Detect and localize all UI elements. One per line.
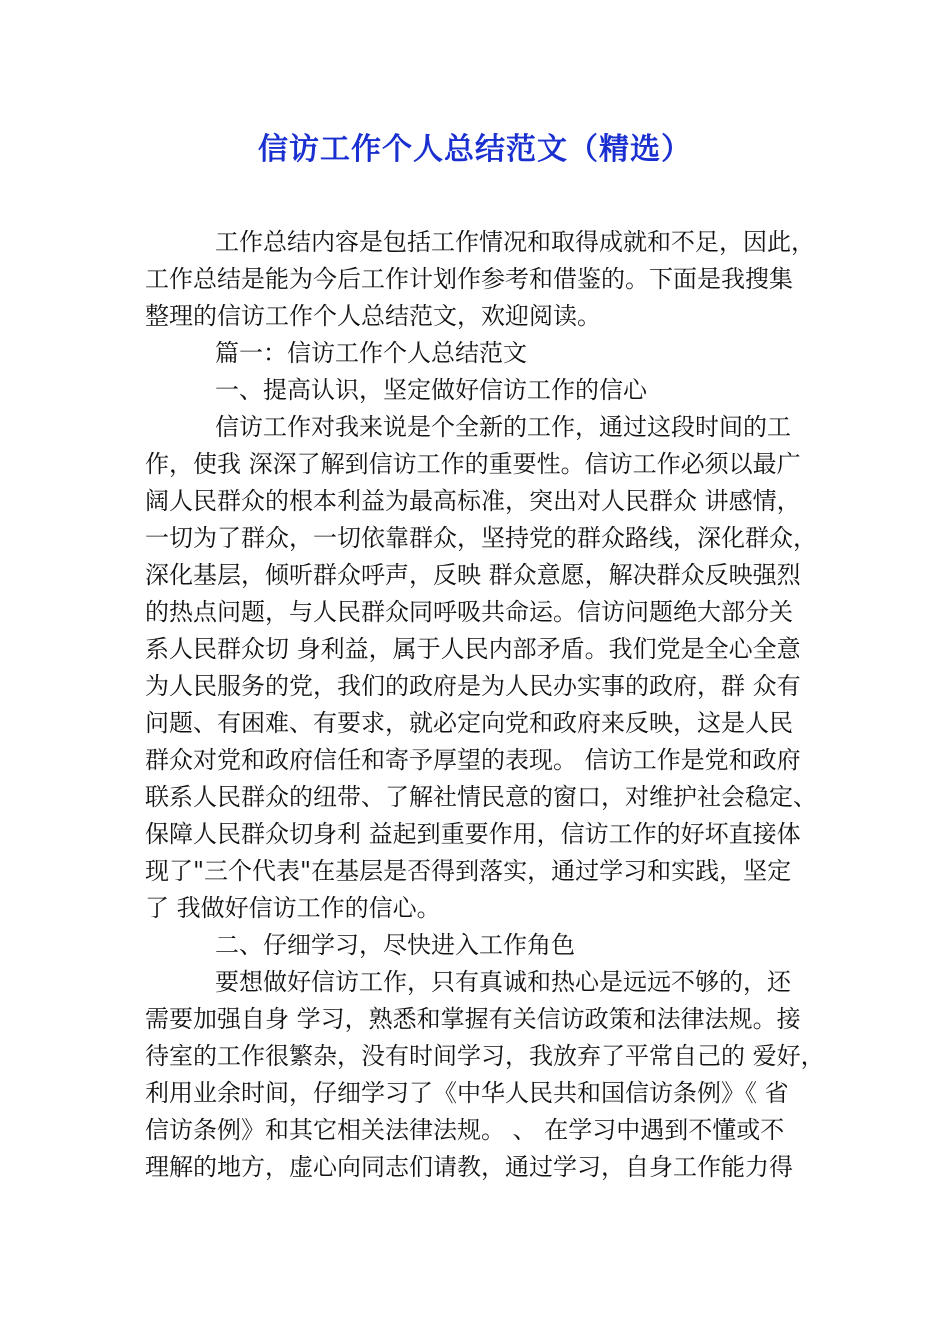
body-line: 信访工作对我来说是个全新的工作，通过这段时间的工 (215, 413, 791, 441)
body-line: 二、仔细学习，尽快进入工作角色 (215, 931, 575, 959)
body-line: 作，使我 深深了解到信访工作的重要性。信访工作必须以最广 (145, 450, 801, 478)
body-line: 保障人民群众切身利 益起到重要作用，信访工作的好坏直接体 (145, 820, 801, 848)
body-line: 待室的工作很繁杂，没有时间学习，我放弃了平常自己的 爱好， (145, 1042, 825, 1070)
body-line: 工作总结是能为今后工作计划作参考和借鉴的。下面是我搜集 (145, 265, 793, 293)
body-line: 的热点问题，与人民群众同呼吸共命运。信访问题绝大部分关 (145, 598, 793, 626)
body-line: 利用业余时间，仔细学习了《中华人民共和国信访条例》《 省 (145, 1079, 789, 1107)
body-line: 工作总结内容是包括工作情况和取得成就和不足，因此， (215, 228, 815, 256)
body-line: 群众对党和政府信任和寄予厚望的表现。 信访工作是党和政府 (145, 746, 801, 774)
body-line: 阔人民群众的根本利益为最高标准，突出对人民群众 讲感情， (145, 487, 801, 515)
body-line: 一切为了群众，一切依靠群众，坚持党的群众路线，深化群众， (145, 524, 817, 552)
body-line: 了 我做好信访工作的信心。 (145, 894, 441, 922)
body-line: 深化基层，倾听群众呼声，反映 群众意愿，解决群众反映强烈 (145, 561, 801, 589)
body-line: 联系人民群众的纽带、了解社情民意的窗口，对维护社会稳定、 (145, 783, 817, 811)
body-line: 系人民群众切 身利益，属于人民内部矛盾。我们党是全心全意 (145, 635, 801, 663)
body-line: 信访条例》和其它相关法律法规。 、 在学习中遇到不懂或不 (145, 1116, 785, 1144)
document-body (145, 224, 825, 1186)
body-line: 理解的地方，虚心向同志们请教，通过学习，自身工作能力得 (145, 1153, 793, 1181)
body-line: 为人民服务的党，我们的政府是为人民办实事的政府，群 众有 (145, 672, 801, 700)
body-line: 要想做好信访工作，只有真诚和热心是远远不够的，还 (215, 968, 791, 996)
body-line: 问题、有困难、有要求，就必定向党和政府来反映，这是人民 (145, 709, 793, 737)
body-line: 篇一：信访工作个人总结范文 (215, 339, 527, 367)
body-line: 现了"三个代表"在基层是否得到落实，通过学习和实践，坚定 (145, 857, 792, 885)
body-line: 整理的信访工作个人总结范文，欢迎阅读。 (145, 302, 601, 330)
body-line: 一、提高认识，坚定做好信访工作的信心 (215, 376, 647, 404)
body-line: 需要加强自身 学习，熟悉和掌握有关信访政策和法律法规。接 (145, 1005, 801, 1033)
document-title: 信访工作个人总结范文（精选） (258, 132, 692, 167)
